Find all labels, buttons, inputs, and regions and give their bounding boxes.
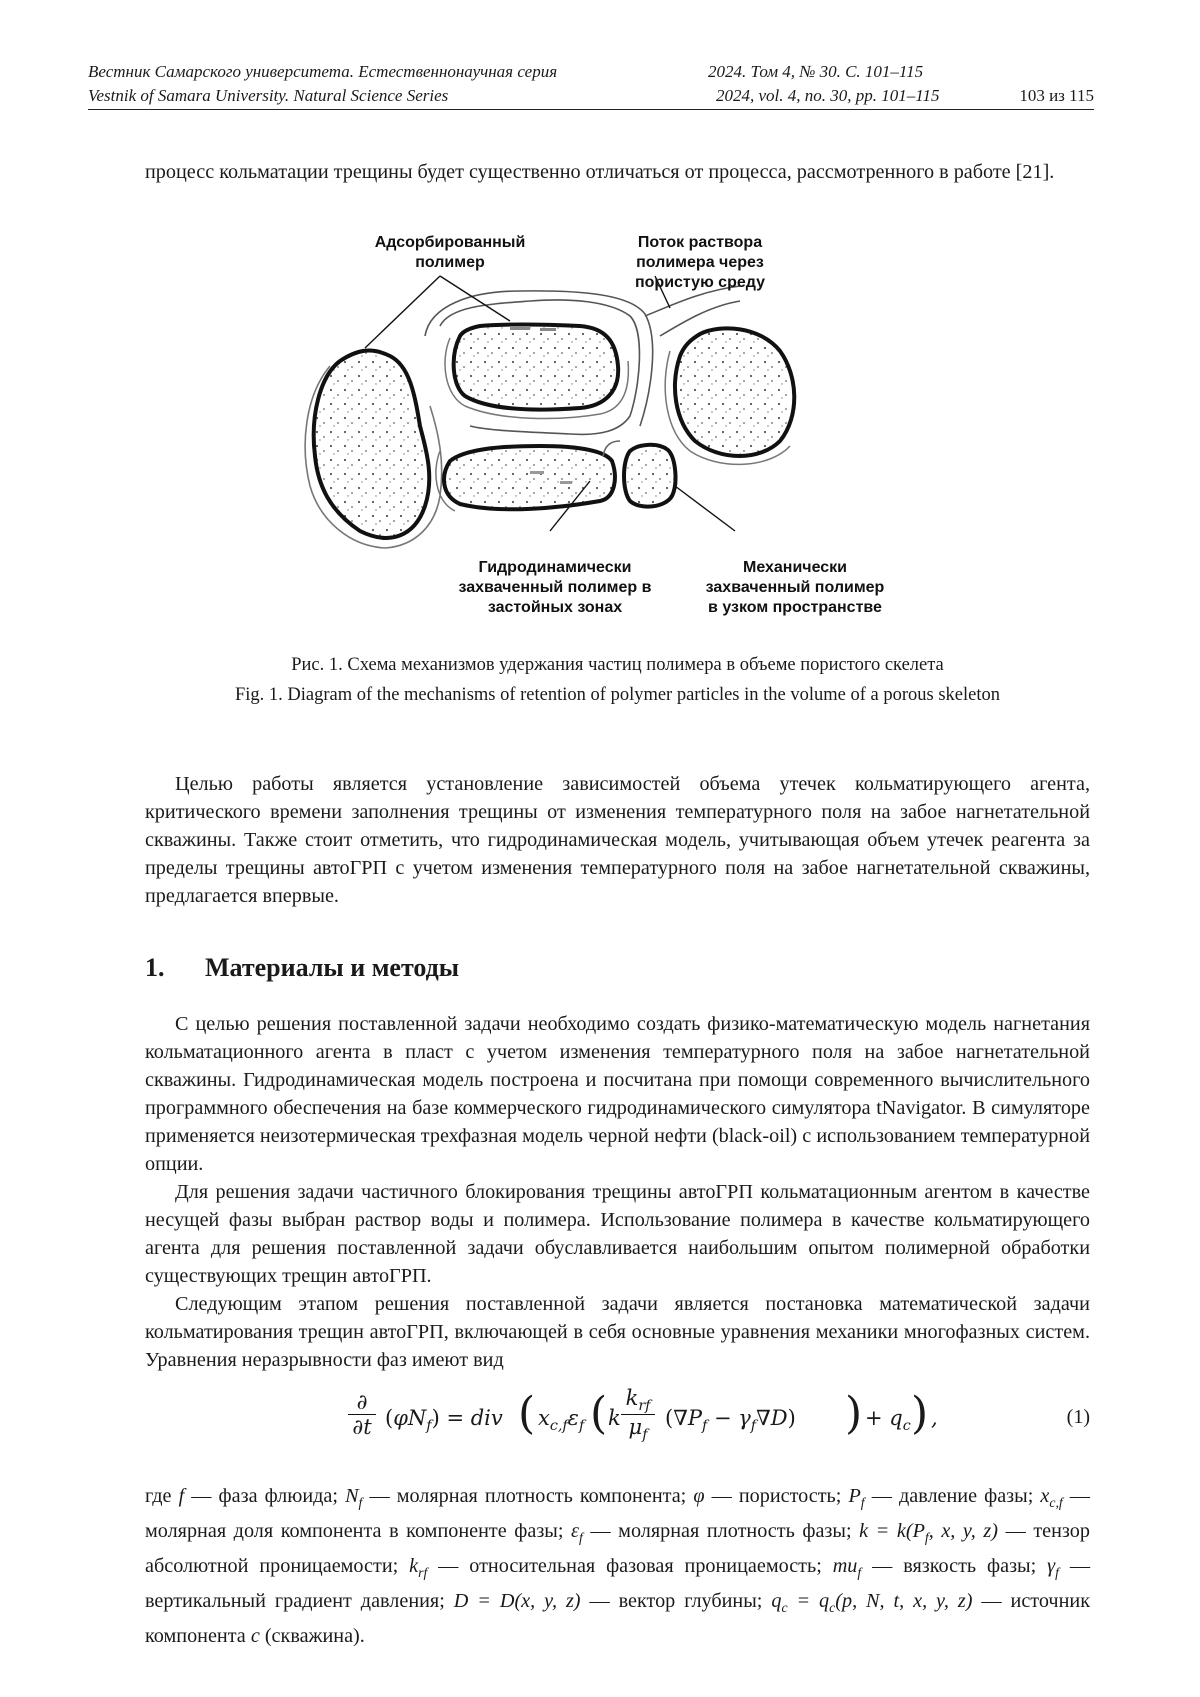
grain-left — [314, 351, 430, 538]
aim-text: Целью работы является установление зависимостей объема утечек кольматирующего агента, критического времени заполнения трещины от изменения температурного поля на забое нагнетательной скважины. Также стоит отметить, что гидродинамическая модель, учитывающая объем утечек реагента за пределы трещины автоГРП с учетом изменения температурного поля на забое нагнетательной скважины, предлагается впервые. — [145, 773, 1090, 907]
issue-info-en: 2024, vol. 4, no. 30, pp. 101–115 — [716, 86, 940, 105]
section-number: 1. — [145, 953, 165, 982]
paragraph-3: Следующим этапом решения поставленной задачи является постановка математической задачи кольматирования трещин автоГРП, включающей в себя основные уравнения механики многофазных систем. Уравнения неразрывности фаз имеют вид — [145, 1293, 1090, 1371]
caption-en: Fig. 1. Diagram of the mechanisms of retention of polymer particles in the volume of a porous skeleton — [235, 685, 1000, 705]
label-hydro: Гидродинамически захваченный полимер в застойных зонах — [458, 559, 652, 616]
intro-text: процесс кольматации трещины будет существенно отличаться от процесса, рассмотренного в работе [21]. — [145, 161, 1055, 183]
running-header — [88, 60, 1094, 108]
equation-1: ∂ ∂t $(\varphi N_f)$ = div ( $x_{c,f}\varepsilon_f$ ( k $k_{rf}$ $\mu_f$ $(\nabla P_f - \gamma_f\nabla D)$ ) + $q_c$ ) , (1) — [145, 1384, 1090, 1464]
paragraph-1: С целью решения поставленной задачи необходимо создать физико-математическую модель нагнетания кольматационного агента в пласт с учетом изменения температурного поля на забое нагнетательной скважины. Гидродинамическая модель построена и посчитана при помощи современного вычислительного программного обеспечения на базе коммерческого гидродинамического симулятора tNavigator. В симуляторе применяется неизотермическая трехфазная модель черной нефти (black-oil) с использованием температурной опции. — [145, 1013, 1090, 1175]
journal-title-ru: Вестник Самарского университета. Естественнонаучная серия — [88, 62, 558, 81]
equation-number: (1) — [1066, 1406, 1090, 1428]
gradient-term: $(\nabla P_f - \gamma_f\nabla D)$ — [665, 1406, 796, 1435]
where-paragraph — [145, 1482, 1090, 1650]
where-text: где f — фаза флюида; $N_f$ — молярная плотность компонента; φ — пористость; $P_f$ — давление фазы; $x_{c,f}$ — молярная доля компонента в компоненте фазы; $\varepsilon_f$ — молярная плотность фазы; $k = k(P_f$, x, y, z) — тензор абсолютной проницаемости; $k_{rf}$ — относительная фазовая проницаемость; $mu_f$ — вязкость фазы; $\gamma_f$ — вертикальный градиент давления; D = D(x, y, z) — вектор глубины; $q_c = q_c(p$, N, t, x, y, z) — источник компонента c (скважина). — [145, 1485, 1091, 1648]
header-rule — [88, 109, 1094, 110]
krf-over-mu: $k_{rf}$ $\mu_f$ — [621, 1386, 655, 1443]
figure-1 — [300, 234, 900, 626]
label-adsorbed: Адсорбированный полимер — [374, 234, 526, 271]
paragraph-2: Для решения задачи частичного блокирования трещины автоГРП кольматационным агентом в качестве несущей фазы выбран раствор воды и полимера. Использование полимера в качестве кольматирующего агента для решения поставленной задачи обуславливается наибольшим опытом полимерной обработки существующих трещин автоГРП. — [145, 1181, 1090, 1287]
label-flow: Поток раствора полимера через пористую среду — [634, 234, 765, 291]
body-paragraphs — [145, 1010, 1090, 1374]
issue-info-ru: 2024. Том 4, № 30. С. 101–115 — [708, 62, 924, 81]
section-title: Материалы и методы — [205, 953, 460, 982]
grain-top — [454, 325, 619, 410]
grain-right — [675, 328, 794, 456]
phi-nf-term: $(\varphi N_f)$ = div — [385, 1406, 503, 1435]
callout-adsorbed-1 — [365, 276, 440, 348]
caption-ru: Рис. 1. Схема механизмов удержания частиц полимера в объеме пористого скелета — [291, 655, 944, 675]
aim-paragraph — [145, 770, 1090, 910]
section-heading — [145, 952, 459, 984]
source-term: + $q_c$ — [865, 1406, 911, 1435]
grain-small — [624, 445, 675, 507]
journal-title-en: Vestnik of Samara University. Natural Science Series — [88, 86, 449, 105]
intro-continuation — [145, 158, 1090, 186]
x-eps-term: $x_{c,f}\varepsilon_f$ — [538, 1406, 585, 1435]
label-mech: Механически захваченный полимер в узком пространстве — [705, 559, 885, 616]
callout-adsorbed-2 — [440, 276, 510, 321]
partial-derivative: ∂ ∂t — [348, 1390, 376, 1439]
page-number: 103 из 115 — [1019, 86, 1094, 105]
callout-mech — [675, 486, 735, 531]
grain-bottom — [444, 446, 615, 509]
